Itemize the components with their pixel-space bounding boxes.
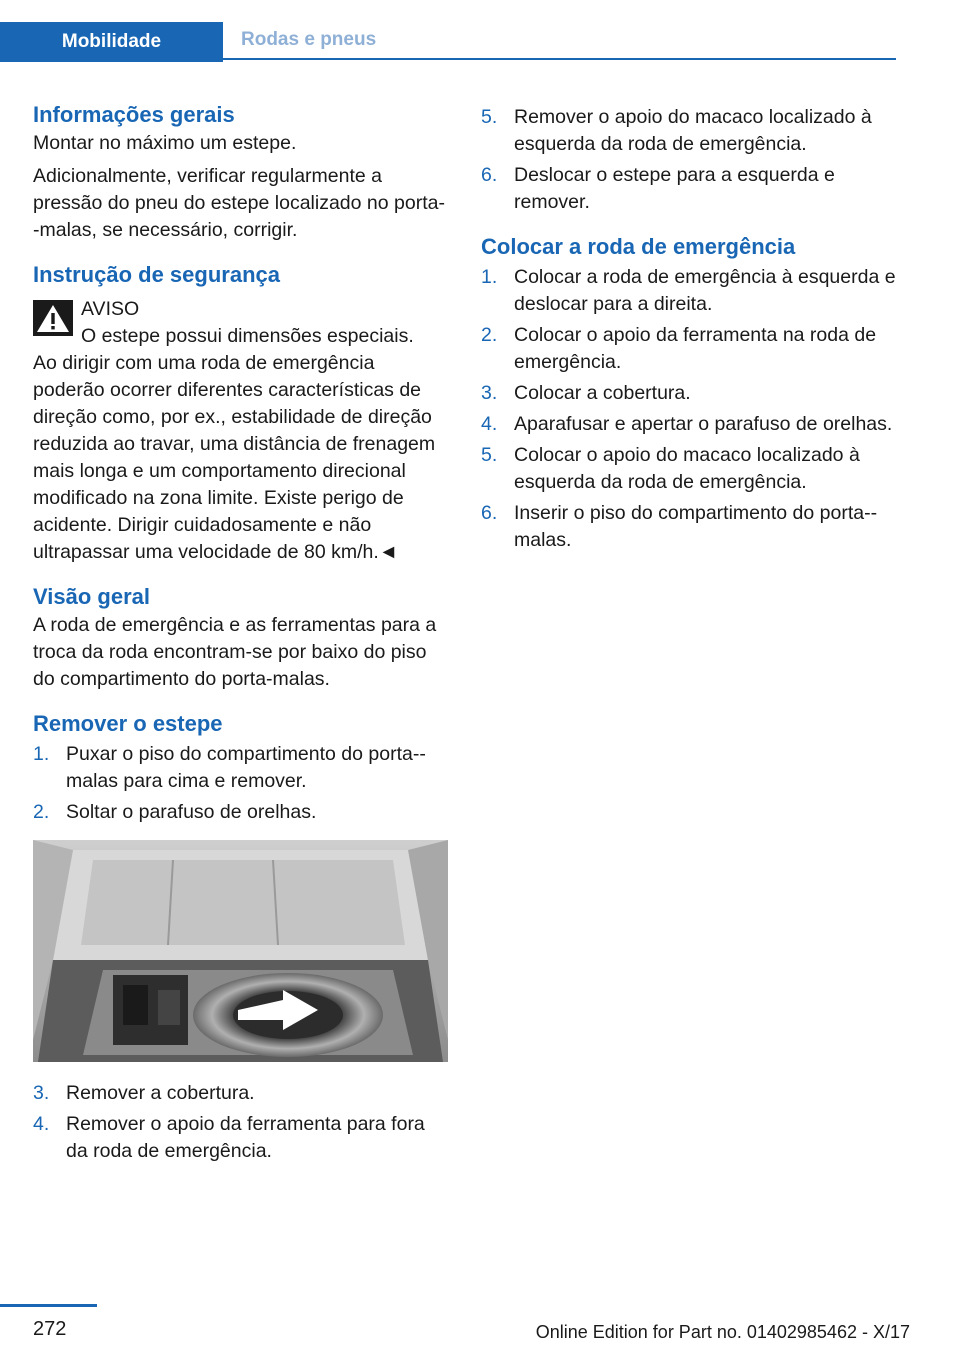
edition-text: Online Edition for Part no. 01402985462 - X/17	[535, 1322, 910, 1342]
steps-list	[33, 1080, 448, 1165]
step-number: 1.	[33, 743, 50, 765]
step-text: Remover a cobertura.	[66, 1082, 255, 1104]
warning-body: Ao dirigir com uma roda de emergência poderão ocorrer diferentes características de direção como, por ex., estabilidade de direção reduzida ao travar, uma distância de frenagem mais longa e um comportamento direcional modificado na zona limite. Existe perigo de acidente. Dirigir cuidadosamente e não ultrapassar uma velocidade de 80 km/h.◄	[33, 352, 436, 563]
tab-rodas-e-pneus[interactable]: Rodas e pneus	[223, 22, 896, 60]
step-text: Puxar o piso do compartimento do porta--malas para cima e remover.	[66, 743, 426, 792]
heading-visao-geral: Visão geral	[33, 584, 150, 609]
step-number: 5.	[481, 444, 498, 466]
list-item	[33, 1080, 448, 1107]
step-number: 1.	[481, 266, 498, 288]
step-number: 3.	[481, 382, 498, 404]
left-column	[33, 100, 448, 1169]
step-text: Aparafusar e apertar o parafuso de orelhas.	[514, 413, 893, 435]
tab-mobilidade[interactable]: Mobilidade	[0, 22, 223, 62]
step-text: Colocar o apoio da ferramenta na roda de emergência.	[514, 324, 877, 373]
step-text: Remover o apoio do macaco localizado à esquerda da roda de emergência.	[514, 106, 872, 155]
warning-title: AVISO	[81, 298, 140, 320]
step-number: 6.	[481, 164, 498, 186]
step-text: Colocar a roda de emergência à esquerda e deslocar para a direita.	[514, 266, 896, 315]
warning-line: O estepe possui dimensões especiais.	[81, 325, 414, 347]
list-item	[481, 380, 897, 407]
list-item	[33, 741, 448, 795]
paragraph: A roda de emergência e as ferramentas para a troca da roda encontram-se por baixo do piso do compartimento do porta-malas.	[33, 614, 437, 690]
list-item	[481, 162, 897, 216]
list-item	[481, 411, 897, 438]
heading-informacoes-gerais: Informações gerais	[33, 102, 235, 127]
steps-list	[481, 264, 897, 554]
list-item	[33, 799, 448, 826]
page-number: 272	[33, 1318, 67, 1340]
step-text: Deslocar o estepe para a esquerda e remover.	[514, 164, 835, 213]
trunk-illustration	[33, 840, 448, 1062]
step-text: Inserir o piso do compartimento do porta--malas.	[514, 502, 878, 551]
right-column	[481, 100, 897, 558]
step-number: 5.	[481, 106, 498, 128]
paragraph: Montar no máximo um estepe.	[33, 132, 297, 154]
paragraph: Adicionalmente, verificar regularmente a pressão do pneu do estepe localizado no porta--malas, se necessário, corrigir.	[33, 165, 445, 241]
step-number: 6.	[481, 502, 498, 524]
warning-triangle-icon	[33, 300, 73, 336]
step-number: 2.	[481, 324, 498, 346]
footer-rule	[0, 1304, 97, 1307]
heading-instrucao-seguranca: Instrução de segurança	[33, 262, 280, 287]
heading-remover-estepe: Remover o estepe	[33, 711, 223, 736]
step-number: 4.	[33, 1113, 50, 1135]
step-text: Colocar o apoio do macaco localizado à esquerda da roda de emergência.	[514, 444, 860, 493]
trunk-spare-wheel-photo	[33, 840, 448, 1062]
steps-list	[481, 104, 897, 216]
step-number: 2.	[33, 801, 50, 823]
list-item	[481, 264, 897, 318]
warning-block	[33, 296, 448, 566]
step-number: 3.	[33, 1082, 50, 1104]
list-item	[33, 1111, 448, 1165]
step-text: Soltar o parafuso de orelhas.	[66, 801, 317, 823]
list-item	[481, 322, 897, 376]
steps-list	[33, 741, 448, 826]
step-text: Remover o apoio da ferramenta para fora da roda de emergência.	[66, 1113, 425, 1162]
list-item	[481, 104, 897, 158]
step-number: 4.	[481, 413, 498, 435]
step-text: Colocar a cobertura.	[514, 382, 691, 404]
page-header	[0, 22, 896, 62]
heading-colocar-roda: Colocar a roda de emergência	[481, 234, 796, 259]
list-item	[481, 442, 897, 496]
list-item	[481, 500, 897, 554]
